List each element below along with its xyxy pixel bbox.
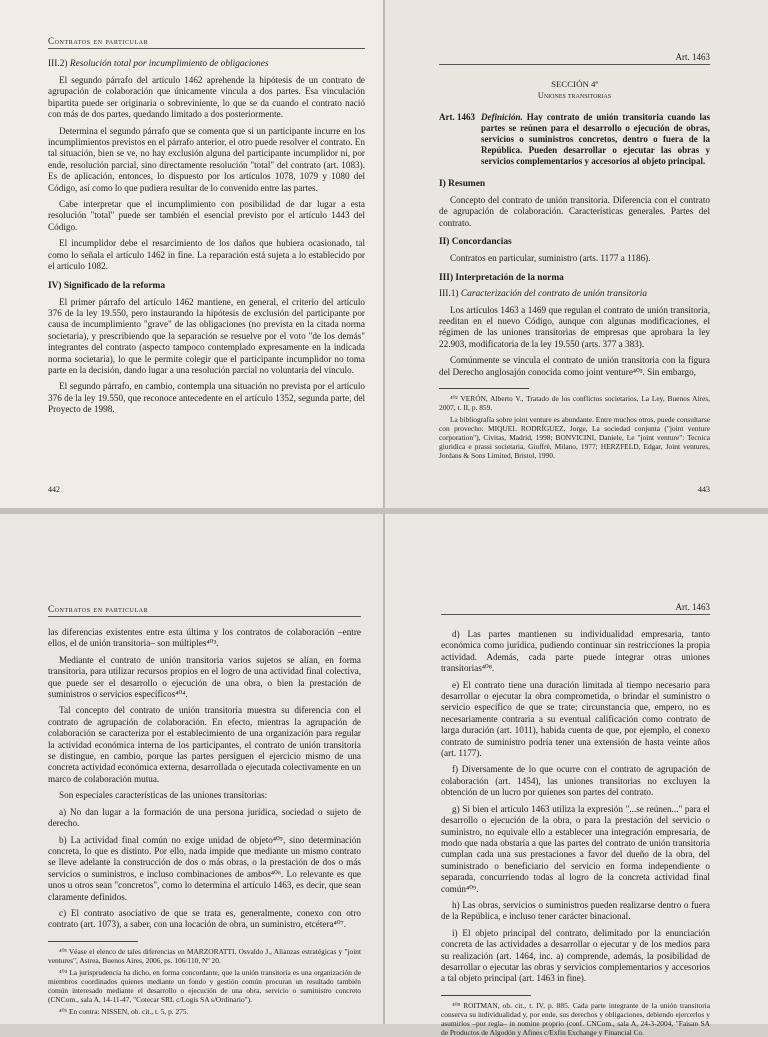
footnote: ⁴⁰⁸ ROITMAN, ob. cit., t. IV, p. 885. Cada parte integrante de la unión transitoria conserva su individualidad y, por ende, sus derechos y obligaciones, debiendo ejercerlos y asumirlos –por regla– in nomine proprio (conf. CNCom., sala A, 24-3-2004, "Faisan SA de Productos de Algodón y Afines c/Exfin Exchange y Financial Co. — [441, 1000, 710, 1037]
section-title: SECCIÓN 4ª — [551, 79, 598, 89]
section-heading: I) Resumen — [439, 179, 486, 189]
page-443 — [385, 0, 768, 508]
paragraph: Tal concepto del contrato de unión transitoria muestra su diferencia con el contrato de agrupación de colaboración. En efecto, mientras la agrupación de colaboración se caracteriza por el establecimiento de una organización para regular la actividad económica interna de los participantes, el contrato de unión transitoria se distingue, en cambio, porque las partes persiguen el ejercicio mismo de una concreta actividad económica externa, desarrollada o ejecutada colectivamente en un marco de colaboración mutua. — [48, 705, 361, 784]
footnote: ⁴⁰⁵ En contra: NISSEN, ob. cit., t. 5, p. 275. — [59, 1006, 189, 1016]
footnote: ⁴⁰³ Véase el elenco de tales diferencias en MARZORATTI, Osvaldo J., Alianzas estratégicas y "joint ventures", Astrea, Buenos Aires, 2006, ps. 106/110, Nº 20. — [48, 946, 361, 965]
paragraph: g) Si bien el artículo 1463 utiliza la expresión "...se reúnen..." para el desarrollo o ejecución de la obra, o para la prestación del servicio o suministro, no equivale ello a establecer una integración empresaria, de modo que nada obstaría a que las partes del contrato de unión transitoria cumplan cada una sus prestaciones a favor del dueño de la obra, del suministrado o beneficiario del servicio en forma independiente o separada, concurriendo todas al logro de la concreta actividad final común⁴⁰⁹. — [441, 803, 710, 894]
paragraph: El primer párrafo del artículo 1462 mantiene, en general, el criterio del artículo 376 de la ley 19.550, pero instaurando la hipótesis de exclusión del participante por causa de incumplimiento "grave" de las obligaciones (no prevista en la citada norma societaria), y prescribiendo que la separación se resuelve por el voto "de los demás" integrantes del contrato (aspecto tampoco contemplado expresamente en la indicada norma societaria), lo que le permite colegir que el participante incumplidor no toma parte en la decisión, dando lugar a una resolución parcial no voluntaria del vínculo. — [48, 296, 365, 375]
page-442 — [0, 0, 383, 508]
paragraph: Son especiales características de las uniones transitorias: — [59, 790, 268, 801]
section-heading: II) Concordancias — [439, 237, 512, 248]
paragraph: a) No dan lugar a la formación de una persona jurídica, sociedad o sujeto de derecho. — [48, 806, 361, 829]
paragraph: h) Las obras, servicios o suministros pueden realizarse dentro o fuera de la República, e incluso tener carácter binacional. — [441, 899, 710, 922]
paragraph: Contratos en particular, suministro (arts. 1177 a 1186). — [450, 253, 651, 264]
article-body: Hay contrato de unión transitoria cuando las partes se reúnen para el desarrollo o ejecución de obras, servicios o suministros concretos, dentro o fuera de la República. Pueden desarrollar o ejecutar las obras y servicios complementarios y accesorios al objeto principal. — [481, 112, 711, 166]
section-heading: IV) Significado de la reforma — [48, 280, 166, 291]
paragraph: Los artículos 1463 a 1469 que regulan el contrato de unión transitoria, reeditan en el nuevo Código, aunque con algunas modificaciones, el régimen de las uniones transitorias de empresas que aprobara la ley 22.903, modificatoria de la ley 19.550 (arts. 377 a 383). — [439, 304, 710, 349]
footnote: ⁴⁰² VERÓN, Alberto V., Tratado de los conflictos societarios, La Ley, Buenos Aires, 2007, t. II, p. 859. — [439, 394, 710, 413]
section-heading — [48, 59, 365, 69]
paragraph: i) El objeto principal del contrato, delimitado por la enunciación concreta de las actividades a desarrollar o ejecutar y de los medios para su realización (art. 1464, inc. a) comprende, además, la posibilidad de desarrollar o ejecutar las obras y servicios complementarios y accesorios a tal objeto principal (art. 1463 in fine). — [441, 927, 710, 984]
running-header: Contratos en particular — [48, 36, 365, 49]
heading-title: Resolución total por incumplimiento de obligaciones — [69, 59, 269, 69]
paragraph: Cabe interpretar que el incumplimiento con posibilidad de dar lugar a esta resolución "total" puede ser también el esencial previsto por el artículo 1443 del Código. — [48, 199, 365, 232]
page-number: 443 — [698, 485, 710, 494]
article-text — [439, 112, 710, 167]
paragraph: f) Diversamente de lo que ocurre con el contrato de agrupación de colaboración (art. 1454), las uniones transitorias no excluyen la obtención de un lucro por quienes son partes del contrato. — [441, 764, 710, 798]
paragraph: c) El contrato asociativo de que se trata es, generalmente, conexo con otro contrato (art. 1073), a saber, con una locación de obra, un suministro, etcétera⁴⁰⁷. — [48, 907, 361, 930]
paragraph: Determina el segundo párrafo que se comenta que si un participante incurre en los incumplimientos previstos en el párrafo anterior, el otro puede resolver el contrato. En tal situación, bien se ve, no hay exclusión alguna del participante incumplidor ni, por ende, resolución parcial, sino directamente resolución "total" del contrato (art. 1083). Es de aplicación, entonces, lo dispuesto por los artículos 1078, 1079 y 1080 del Código, así como lo que pudiera resultar de lo convenido entre las partes. — [48, 125, 366, 193]
footnote-rule — [441, 995, 531, 996]
section-subtitle: Uniones transitorias — [537, 91, 612, 100]
paragraph: Concepto del contrato de unión transitoria. Diferencia con el contrato de agrupación de colaboración. Características generales. Partes del contrato. — [439, 195, 710, 228]
article-number: Art. 1463 — [439, 112, 475, 122]
footnote: La bibliografía sobre joint venture es abundante. Entre muchos otros, puede consultarse con provecho: MIQUEL RODRÍGUEZ, Jorge, La sociedad conjunta ("joint venture corporation"), Civitas, Madrid, 1998; BONVICINI, Daniele, Le "joint venture": Tecnica giuridica e prassi societaria, Giuffrè, Milano, 1977; HERZFELD, Edgar, Joint ventures, Jordans & Sons Limited, Bristol, 1990. — [439, 415, 710, 461]
paragraph: b) La actividad final común no exige unidad de objeto⁴⁰⁵, sino determinación concreta, lo que es distinto. Por ello, nada impide que mediante un mismo contrato se lleve adelante la construcción de dos o más obras, o la prestación de dos o más servicios o suministros, e incluso combinaciones de ambos⁴⁰⁶. Lo relevante es que unos u otros sean "concretos", como lo determina el artículo 1463, es decir, que sean claramente definidos. — [48, 834, 361, 902]
page-444 — [0, 514, 383, 1024]
paragraph: El segundo párrafo, en cambio, contempla una situación no prevista por el artículo 376 de la ley 19.550, que reconoce antecedente en el artículo 1352, segunda parte, del Proyecto de 1998. — [48, 381, 365, 415]
paragraph: d) Las partes mantienen su individualidad empresaria, tanto económica como jurídica, pudiendo continuar sin restricciones la propia actividad. Además, cada parte puede integrar otras uniones transitorias⁴⁰⁸. — [441, 629, 710, 674]
page-445 — [385, 514, 768, 1037]
paragraph: e) El contrato tiene una duración limitada al tiempo necesario para desarrollar o ejecutar la obra comprometida, o brindar el suministro o servicio específico de que se trate; circunstancia que, empero, no es necesariamente contraria a su eventual calificación como contrato de larga duración (art. 1011), habida cuenta de que, por ejemplo, el conexo contrato de suministro podría tener una extensión de hasta veinte años (art. 1177). — [441, 679, 710, 759]
paragraph: El segundo párrafo del artículo 1462 aprehende la hipótesis de un contrato de agrupación de colaboración que únicamente vincula a dos partes. Esa vinculación bipartita puede ser originaria o sobreviniente, lo que se da cuando el contrato nació con más de dos partes, quedando limitado a dos posteriormente. — [48, 75, 365, 120]
subsection-heading — [439, 289, 710, 299]
page-number: 442 — [48, 485, 60, 494]
heading-title: Caracterización del contrato de unión transitoria — [460, 288, 648, 299]
heading-number: III.2) — [48, 59, 68, 69]
footnote-rule — [439, 388, 529, 389]
paragraph: las diferencias existentes entre esta última y los contratos de colaboración –entre ellos, el de unión transitoria– son múltiples⁴⁰³. — [48, 627, 361, 649]
paragraph: El incumplidor debe el resarcimiento de los daños que hubiera ocasionado, tal como lo señala el artículo 1462 in fine. La reparación está sujeta a lo establecido por el artículo 1082. — [48, 238, 365, 272]
footnote: ⁴⁰⁴ La jurisprudencia ha dicho, en forma concordante, que la unión transitoria es una organización de miembros coordinados quienes mediante un fondo y gestión común procuran un resultado también común interesado mediante el desarrollo o ejecución de una obra, servicio o suministro concreto (CNCom., sala A, 14-11-47, "Cotecar SRL c/Logis SA s/Ordinario"). — [48, 967, 361, 1004]
footnote-rule — [48, 941, 138, 942]
heading-number: III.1) — [439, 288, 459, 299]
running-header: Art. 1463 — [439, 52, 710, 65]
running-header: Art. 1463 — [441, 602, 710, 615]
running-header: Contratos en particular — [48, 604, 361, 617]
section-heading: III) Interpretación de la norma — [439, 272, 564, 283]
paragraph: Mediante el contrato de unión transitoria varios sujetos se alían, en forma transitoria, para utilizar recursos propios en el logro de una actividad final colectiva, que puede ser el desarrollo o ejecución de una obra, o bien la prestación de suministros o servicios específicos⁴⁰⁴. — [48, 654, 361, 700]
article-label: Definición. — [481, 112, 523, 122]
paragraph: Comúnmente se vincula el contrato de unión transitoria con la figura del Derecho anglosajón conocida como joint venture⁴⁰³. Sin embargo, — [439, 355, 710, 377]
